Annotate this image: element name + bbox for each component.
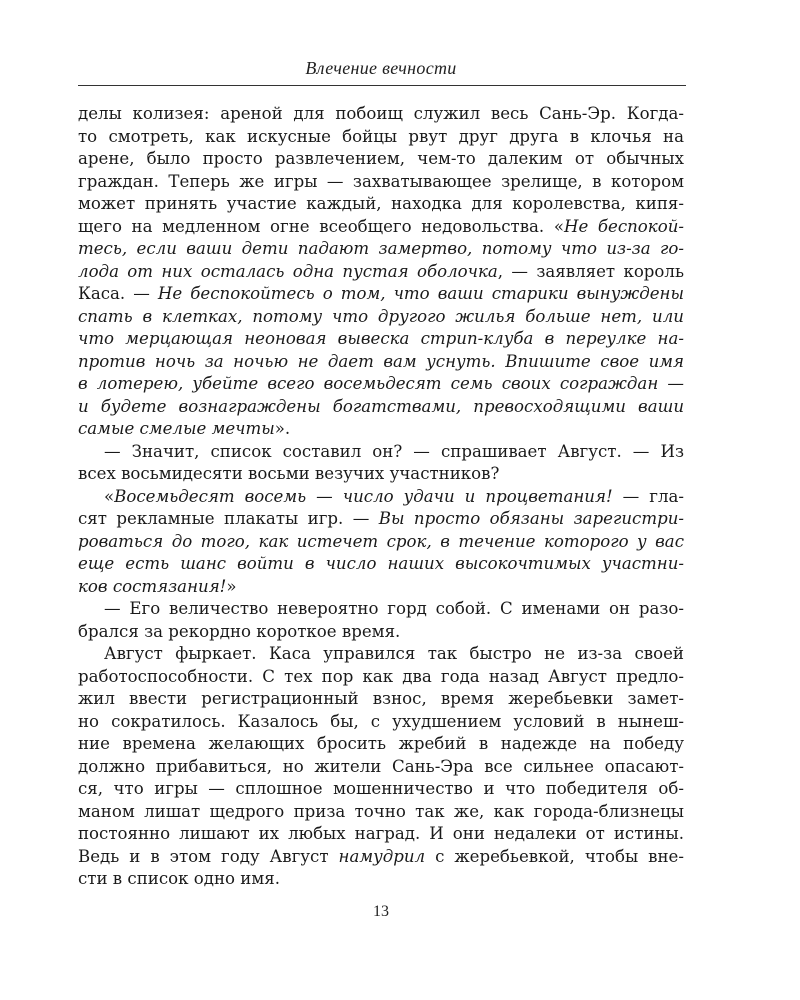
- text-line: [78, 193, 684, 216]
- text-line: [78, 396, 684, 419]
- text-segment: то смотреть, как искусные бойцы рвут друг друга в клочья на: [78, 126, 684, 146]
- text-line: [78, 598, 684, 621]
- text-segment: — Значит, список составил он? — спрашивает Август. — Из: [104, 441, 684, 461]
- text-segment: маном лишат щедрого приза точно так же, как города-близнецы: [78, 801, 684, 821]
- text-segment: , — заявляет король: [497, 261, 684, 281]
- text-line: [78, 171, 684, 194]
- text-line: [78, 643, 684, 666]
- italic-text-segment: спать в клетках, потому что другого жилья больше нет, или: [78, 306, 684, 326]
- text-segment: но сократилось. Казалось бы, с ухудшением условий в нынеш-: [78, 711, 684, 731]
- italic-text-segment: против ночь за ночью не дает вам уснуть. Впишите свое имя: [78, 351, 684, 371]
- text-segment: постоянно лишают их любых наград. И они недалеки от истины.: [78, 824, 684, 843]
- text-line: [78, 711, 684, 734]
- text-segment: ».: [274, 419, 291, 438]
- text-segment: жил ввести регистрационный взнос, время жеребьевки замет-: [78, 689, 684, 708]
- page-number: 13: [373, 903, 389, 920]
- header-rule: [78, 85, 686, 86]
- italic-text-segment: Восемьдесят восемь — число удачи и процветания!: [114, 486, 613, 506]
- text-segment: может принять участие каждый, находка для королевства, кипя-: [78, 194, 684, 213]
- text-segment: должно прибавиться, но жители Сань-Эра все сильнее опасают-: [78, 756, 684, 776]
- text-line: [78, 306, 684, 329]
- text-line: [78, 621, 684, 644]
- text-segment: — Его величество невероятно горд собой. С именами он разо-: [104, 599, 684, 618]
- text-segment: «: [104, 486, 115, 506]
- text-line: [78, 868, 684, 891]
- italic-text-segment: и будете вознаграждены богатствами, превосходящими ваши: [78, 396, 684, 416]
- running-head: Влечение вечности: [305, 58, 457, 78]
- text-segment: сти в список одно имя.: [78, 869, 281, 888]
- body-text: [78, 103, 684, 891]
- text-segment: — гла-: [612, 486, 684, 506]
- text-line: [78, 778, 684, 801]
- text-line: [78, 351, 684, 374]
- text-segment: работоспособности. С тех пор как два года назад Август предло-: [78, 666, 684, 686]
- text-line: [78, 148, 684, 171]
- text-line: [78, 373, 684, 396]
- text-segment: ние времена желающих бросить жребий в надежде на победу: [78, 734, 684, 753]
- italic-text-segment: лода от них осталась одна пустая оболочка: [78, 261, 498, 281]
- text-line: [78, 733, 684, 756]
- text-line: [78, 553, 684, 576]
- text-segment: брался за рекордно короткое время.: [78, 621, 401, 641]
- text-line: [78, 508, 684, 531]
- italic-text-segment: тесь, если ваши дети падают замертво, потому что из-за го-: [78, 239, 684, 258]
- text-segment: щего на медленном огне всеобщего недовольства. «: [78, 216, 564, 236]
- text-line: [78, 756, 684, 779]
- italic-text-segment: в лотерею, убейте всего восемьдесят семь своих сограждан —: [78, 374, 684, 393]
- text-line: [78, 846, 684, 869]
- text-line: [78, 801, 684, 824]
- text-line: [78, 666, 684, 689]
- italic-text-segment: роваться до того, как истечет срок, в течение которого у вас: [78, 531, 684, 551]
- text-line: [78, 126, 684, 149]
- text-line: [78, 576, 684, 599]
- italic-text-segment: самые смелые мечты: [78, 419, 275, 438]
- text-line: [78, 216, 684, 239]
- text-line: [78, 441, 684, 464]
- text-line: [78, 261, 684, 284]
- text-segment: всех восьмидесяти восьми везучих участников?: [78, 464, 500, 483]
- text-line: [78, 463, 684, 486]
- text-segment: делы колизея: ареной для побоищ служил весь Сань-Эр. Когда-: [78, 104, 684, 123]
- text-segment: Август фыркает. Каса управился так быстро не из-за своей: [104, 644, 684, 663]
- text-line: [78, 486, 684, 509]
- text-line: [78, 688, 684, 711]
- italic-text-segment: намудрил: [338, 846, 426, 866]
- text-line: [78, 328, 684, 351]
- text-line: [78, 283, 684, 306]
- italic-text-segment: что мерцающая неоновая вывеска стрип-клуба в переулке на-: [78, 329, 684, 348]
- text-line: [78, 418, 684, 441]
- text-segment: сят рекламные плакаты игр. —: [78, 509, 379, 528]
- text-segment: граждан. Теперь же игры — захватывающее зрелище, в котором: [78, 171, 684, 191]
- text-line: [78, 238, 684, 261]
- italic-text-segment: Не беспокой-: [563, 216, 684, 236]
- text-line: [78, 103, 684, 126]
- text-line: [78, 531, 684, 554]
- italic-text-segment: ков состязания!: [78, 576, 227, 596]
- text-segment: Каса. —: [78, 284, 158, 303]
- text-segment: Ведь и в этом году Август: [78, 846, 339, 866]
- italic-text-segment: Не беспокойтесь о том, что ваши старики вынуждены: [157, 284, 684, 303]
- italic-text-segment: Вы просто обязаны зарегистри-: [378, 509, 684, 528]
- text-segment: с жеребьевкой, чтобы вне-: [425, 846, 684, 866]
- text-segment: »: [226, 576, 237, 596]
- text-segment: арене, было просто развлечением, чем-то далеким от обычных: [78, 149, 684, 168]
- italic-text-segment: еще есть шанс войти в число наших высокочтимых участни-: [78, 554, 684, 573]
- text-line: [78, 823, 684, 846]
- text-segment: ся, что игры — сплошное мошенничество и что победителя об-: [78, 779, 684, 798]
